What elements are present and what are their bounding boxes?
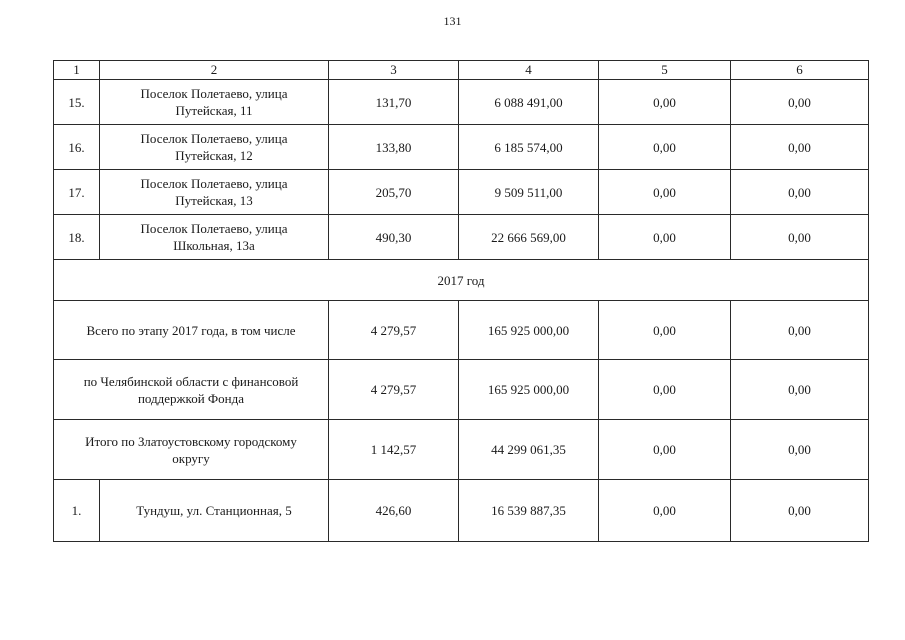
cost-cell: 6 088 491,00 — [459, 80, 599, 125]
area-cell: 4 279,57 — [329, 360, 459, 420]
address-line: Школьная, 13а — [173, 238, 255, 253]
value-cell: 0,00 — [731, 215, 869, 260]
column-number-cell: 5 — [599, 61, 731, 80]
column-number-cell: 2 — [100, 61, 329, 80]
address-line: Путейская, 13 — [175, 193, 253, 208]
column-number-cell: 4 — [459, 61, 599, 80]
cost-cell: 165 925 000,00 — [459, 301, 599, 360]
address-cell — [100, 170, 329, 215]
column-number-cell: 3 — [329, 61, 459, 80]
address-cell — [100, 125, 329, 170]
address-line: Поселок Полетаево, улица — [140, 131, 288, 146]
area-cell: 205,70 — [329, 170, 459, 215]
cost-cell: 9 509 511,00 — [459, 170, 599, 215]
value-cell: 0,00 — [599, 480, 731, 542]
address-cell — [100, 80, 329, 125]
value-cell: 0,00 — [599, 420, 731, 480]
summary-label-line: Итого по Златоустовскому городскому — [85, 433, 297, 449]
address-line: Путейская, 12 — [175, 148, 253, 163]
summary-label — [54, 420, 329, 480]
table-row — [54, 215, 869, 260]
year-section-row — [54, 260, 869, 301]
table-row — [54, 480, 869, 542]
cost-cell: 44 299 061,35 — [459, 420, 599, 480]
cost-cell: 22 666 569,00 — [459, 215, 599, 260]
row-number: 17. — [54, 170, 100, 215]
summary-label-line: Всего по этапу 2017 года, в том числе — [86, 322, 296, 338]
row-number: 18. — [54, 215, 100, 260]
page-number: 131 — [443, 14, 462, 28]
address-line: Поселок Полетаево, улица — [140, 221, 288, 236]
value-cell: 0,00 — [731, 360, 869, 420]
summary-row — [54, 301, 869, 360]
summary-row — [54, 360, 869, 420]
row-number: 1. — [54, 480, 100, 542]
value-cell: 0,00 — [731, 301, 869, 360]
housing-program-table — [53, 60, 869, 542]
address-line: Тундуш, ул. Станционная, 5 — [136, 503, 292, 518]
summary-row — [54, 420, 869, 480]
summary-label — [54, 360, 329, 420]
area-cell: 426,60 — [329, 480, 459, 542]
row-number: 15. — [54, 80, 100, 125]
value-cell: 0,00 — [731, 125, 869, 170]
value-cell: 0,00 — [599, 80, 731, 125]
column-number-row — [54, 61, 869, 80]
area-cell: 490,30 — [329, 215, 459, 260]
year-heading: 2017 год — [54, 260, 869, 301]
table-row — [54, 80, 869, 125]
address-line: Поселок Полетаево, улица — [140, 176, 288, 191]
value-cell: 0,00 — [599, 170, 731, 215]
summary-label-line: по Челябинской области с финансовой — [83, 373, 299, 389]
address-line: Поселок Полетаево, улица — [140, 86, 288, 101]
column-number-cell: 1 — [54, 61, 100, 80]
value-cell: 0,00 — [599, 215, 731, 260]
row-number: 16. — [54, 125, 100, 170]
value-cell: 0,00 — [731, 420, 869, 480]
value-cell: 0,00 — [599, 125, 731, 170]
value-cell: 0,00 — [599, 301, 731, 360]
address-cell — [100, 215, 329, 260]
address-cell — [100, 480, 329, 542]
area-cell: 4 279,57 — [329, 301, 459, 360]
area-cell: 1 142,57 — [329, 420, 459, 480]
value-cell: 0,00 — [731, 80, 869, 125]
address-line: Путейская, 11 — [175, 103, 253, 118]
cost-cell: 16 539 887,35 — [459, 480, 599, 542]
table-row — [54, 125, 869, 170]
value-cell: 0,00 — [731, 170, 869, 215]
value-cell: 0,00 — [731, 480, 869, 542]
cost-cell: 165 925 000,00 — [459, 360, 599, 420]
area-cell: 131,70 — [329, 80, 459, 125]
value-cell: 0,00 — [599, 360, 731, 420]
summary-label-line: округу — [172, 450, 210, 466]
table-row — [54, 170, 869, 215]
area-cell: 133,80 — [329, 125, 459, 170]
summary-label-line: поддержкой Фонда — [137, 390, 245, 406]
summary-label — [54, 301, 329, 360]
cost-cell: 6 185 574,00 — [459, 125, 599, 170]
column-number-cell: 6 — [731, 61, 869, 80]
